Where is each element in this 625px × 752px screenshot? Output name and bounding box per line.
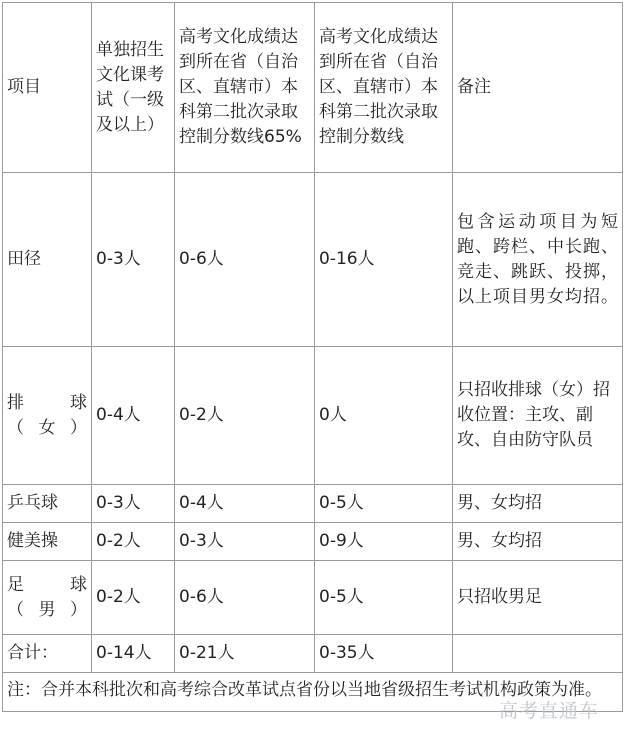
row-quota-3: 0人 [315, 347, 453, 485]
row-quota-1: 0-3人 [92, 173, 175, 347]
row-quota-3: 0-9人 [315, 523, 453, 561]
row-quota-1: 0-3人 [92, 485, 175, 523]
row-quota-3: 0-5人 [315, 561, 453, 635]
header-score-line: 高考文化成绩达到所在省（自治区、直辖市）本科第二批次录取控制分数线 [315, 3, 453, 173]
total-quota-2: 0-21人 [175, 635, 315, 673]
table-row [3, 485, 623, 523]
footnote: 注：合并本科批次和高考综合改革试点省份以当地省级招生考试机构政策为准。 [3, 673, 623, 712]
row-note: 包含运动项目为短跑、跨栏、中长跑、竞走、跳跃、投掷，以上项目男女均招。 [453, 173, 623, 347]
table-row-total [3, 635, 623, 673]
row-quota-3: 0-5人 [315, 485, 453, 523]
row-note: 只招收男足 [453, 561, 623, 635]
row-note: 男、女均招 [453, 485, 623, 523]
header-score-65: 高考文化成绩达到所在省（自治区、直辖市）本科第二批次录取控制分数线65% [175, 3, 315, 173]
row-quota-1: 0-2人 [92, 561, 175, 635]
row-item: 足 球（男） [3, 561, 92, 635]
row-note: 只招收排球（女）招收位置：主攻、副攻、自由防守队员 [453, 347, 623, 485]
header-note: 备注 [453, 3, 623, 173]
table-row [3, 347, 623, 485]
row-quota-1: 0-2人 [92, 523, 175, 561]
row-item: 田径 [3, 173, 92, 347]
row-item: 排 球（女） [3, 347, 92, 485]
table-row [3, 561, 623, 635]
row-quota-2: 0-4人 [175, 485, 315, 523]
watermark: 高考直通车 [498, 700, 599, 722]
row-item: 乒乓球 [3, 485, 92, 523]
total-quota-1: 0-14人 [92, 635, 175, 673]
row-item: 健美操 [3, 523, 92, 561]
row-quota-2: 0-2人 [175, 347, 315, 485]
total-note [453, 635, 623, 673]
row-quota-3: 0-16人 [315, 173, 453, 347]
row-quota-2: 0-6人 [175, 173, 315, 347]
row-note: 男、女均招 [453, 523, 623, 561]
total-quota-3: 0-35人 [315, 635, 453, 673]
row-quota-2: 0-3人 [175, 523, 315, 561]
total-label: 合计： [3, 635, 92, 673]
header-single-exam: 单独招生文化课考试（一级及以上） [92, 3, 175, 173]
header-row [3, 3, 623, 173]
enrollment-table [2, 2, 623, 712]
table-row [3, 523, 623, 561]
row-quota-1: 0-4人 [92, 347, 175, 485]
table-row [3, 173, 623, 347]
header-item: 项目 [3, 3, 92, 173]
row-quota-2: 0-6人 [175, 561, 315, 635]
